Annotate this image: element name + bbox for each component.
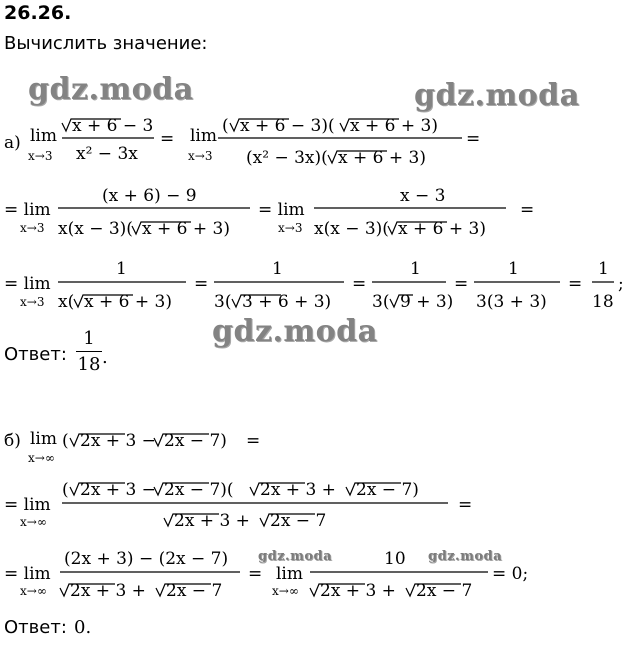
- part-a-answer-dot: .: [102, 347, 108, 368]
- part-a-approach-2: x→3: [188, 149, 213, 163]
- svg-text:=: =: [160, 129, 175, 149]
- svg-text:3(: 3(: [372, 292, 390, 312]
- svg-text:x(: x(: [58, 292, 75, 312]
- part-b-line-3: [4, 549, 528, 601]
- svg-text:= 0;: = 0;: [492, 564, 529, 584]
- svg-text:1: 1: [508, 259, 519, 279]
- svg-text:x + 6 + 3): x + 6 + 3): [84, 292, 172, 312]
- svg-text:1: 1: [272, 259, 283, 279]
- part-b-lim-1: lim: [30, 429, 57, 449]
- svg-text:= lim: = lim: [4, 564, 51, 584]
- svg-text:(x² − 3x)(: (x² − 3x)(: [246, 148, 328, 168]
- svg-text:=: =: [520, 200, 535, 220]
- watermark-top-right: gdz.moda: [414, 78, 580, 113]
- svg-text:x + 6 + 3): x + 6 + 3): [142, 219, 230, 239]
- svg-text:(: (: [222, 116, 229, 136]
- svg-text:3(: 3(: [214, 292, 232, 312]
- svg-text:x² − 3x: x² − 3x: [76, 144, 138, 164]
- svg-text:2x − 7: 2x − 7: [270, 511, 327, 531]
- part-a-label: а): [4, 133, 21, 153]
- svg-text:2x + 3 −: 2x + 3 −: [80, 431, 156, 451]
- part-a-answer-bar: [76, 351, 102, 352]
- svg-text:18: 18: [592, 292, 614, 312]
- svg-text:1: 1: [598, 259, 609, 279]
- svg-text:x + 6 + 3): x + 6 + 3): [398, 219, 486, 239]
- part-a-approach-5: x→3: [20, 295, 45, 309]
- svg-text:= lim: = lim: [4, 200, 51, 220]
- part-a-answer-label: Ответ:: [4, 344, 67, 365]
- svg-text:(x + 6) − 9: (x + 6) − 9: [102, 186, 197, 206]
- svg-text:= lim: = lim: [4, 495, 51, 515]
- part-a-line-3: [4, 259, 624, 312]
- svg-text:9 + 3): 9 + 3): [400, 292, 454, 312]
- part-b-approach-1: x→∞: [28, 451, 55, 465]
- part-a-approach-1: x→3: [28, 149, 53, 163]
- svg-text:=: =: [194, 274, 209, 294]
- part-b-line-2: [4, 480, 472, 531]
- watermark-top-left: gdz.moda: [28, 72, 194, 107]
- svg-text:x + 6 − 3: x + 6 − 3: [72, 116, 154, 136]
- part-b-answer-value: 0.: [74, 617, 92, 638]
- part-a-line-2: [4, 186, 534, 239]
- svg-text:2x + 3 +: 2x + 3 +: [320, 581, 396, 601]
- part-b-approach-4: x→∞: [272, 584, 299, 598]
- svg-text:=: =: [454, 274, 469, 294]
- svg-text:2x − 7): 2x − 7): [164, 431, 227, 451]
- part-a-line-1: [4, 116, 480, 168]
- watermark-middle: gdz.moda: [212, 314, 378, 349]
- svg-text:2x + 3 +: 2x + 3 +: [260, 480, 336, 500]
- part-a-approach-3: x→3: [20, 221, 45, 235]
- watermark-small-right: gdz.moda: [428, 549, 503, 564]
- part-a-answer-den: 18: [77, 354, 101, 375]
- part-a-answer-num: 1: [83, 328, 95, 349]
- svg-text:=: =: [246, 431, 261, 451]
- svg-text:x(x − 3)(: x(x − 3)(: [314, 219, 389, 239]
- svg-text:2x + 3 +: 2x + 3 +: [70, 581, 146, 601]
- task-title: Вычислить значение:: [4, 33, 208, 54]
- part-b-approach-3: x→∞: [20, 584, 47, 598]
- svg-text:=: =: [248, 564, 263, 584]
- svg-text:= lim: = lim: [4, 274, 51, 294]
- svg-text:x − 3: x − 3: [400, 186, 446, 206]
- svg-text:1: 1: [410, 259, 421, 279]
- part-b-lim-3: lim: [276, 564, 303, 584]
- svg-text:2x + 3 −: 2x + 3 −: [80, 480, 156, 500]
- svg-text:10: 10: [384, 549, 406, 569]
- part-a-lim-2: lim: [190, 126, 217, 146]
- problem-number: 26.26.: [4, 2, 72, 24]
- part-b-line-1: [4, 429, 260, 465]
- part-a-lim-1: lim: [30, 126, 57, 146]
- svg-text:2x − 7: 2x − 7: [416, 581, 473, 601]
- svg-text:=: =: [568, 274, 583, 294]
- svg-text:=: =: [458, 495, 473, 515]
- svg-text:(: (: [62, 480, 69, 500]
- svg-text:2x − 7)(: 2x − 7)(: [164, 480, 234, 500]
- svg-text:3(3 + 3): 3(3 + 3): [476, 292, 547, 312]
- svg-text:x + 6 + 3): x + 6 + 3): [350, 116, 438, 136]
- svg-text:= lim: = lim: [258, 200, 305, 220]
- svg-text:(: (: [62, 431, 69, 451]
- watermark-small-left: gdz.moda: [258, 549, 333, 564]
- svg-text:2x + 3 +: 2x + 3 +: [174, 511, 250, 531]
- svg-text:x(x − 3)(: x(x − 3)(: [58, 219, 133, 239]
- svg-text:2x − 7: 2x − 7: [166, 581, 223, 601]
- svg-text:=: =: [352, 274, 367, 294]
- part-b-approach-2: x→∞: [20, 515, 47, 529]
- part-a-approach-4: x→3: [278, 221, 303, 235]
- svg-text:=: =: [466, 129, 481, 149]
- svg-text:x + 6 − 3)(: x + 6 − 3)(: [240, 116, 335, 136]
- part-b-answer-label: Ответ:: [4, 617, 67, 638]
- svg-text:x + 6 + 3): x + 6 + 3): [338, 148, 426, 168]
- svg-text:;: ;: [618, 274, 624, 294]
- svg-text:3 + 6 + 3): 3 + 6 + 3): [242, 292, 332, 312]
- part-a-answer-fraction: [76, 328, 102, 375]
- svg-text:2x − 7): 2x − 7): [356, 480, 419, 500]
- svg-text:(2x + 3) − (2x − 7): (2x + 3) − (2x − 7): [64, 549, 229, 569]
- svg-text:1: 1: [116, 259, 127, 279]
- part-b-label: б): [4, 431, 21, 451]
